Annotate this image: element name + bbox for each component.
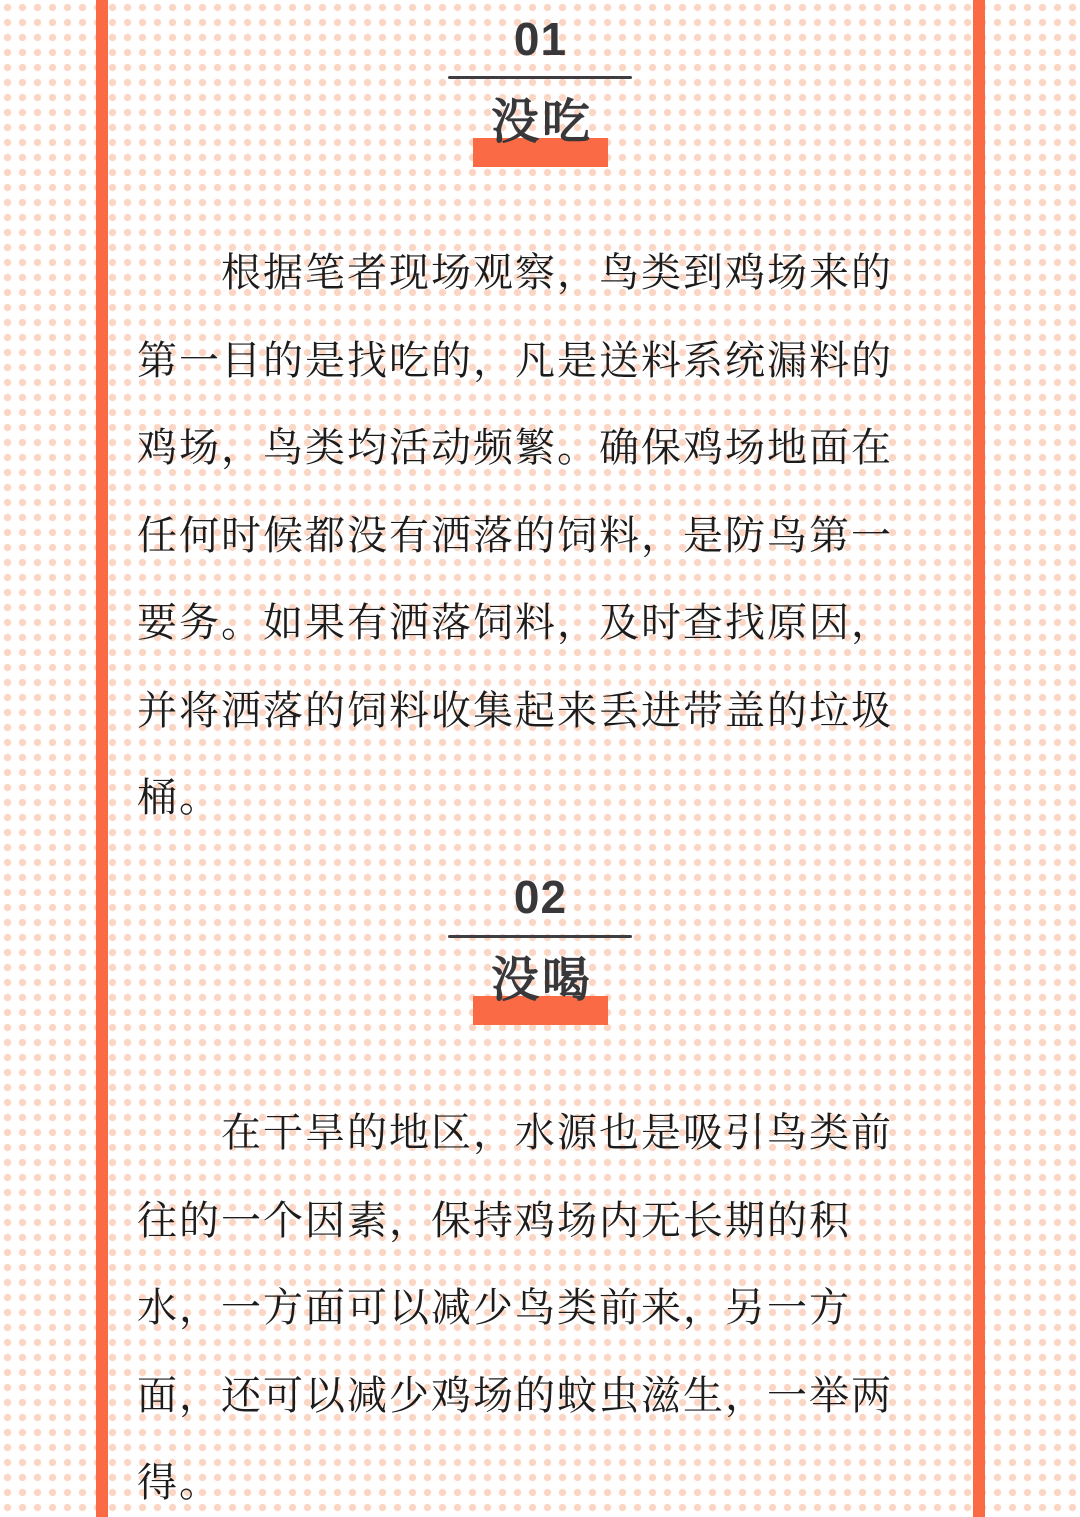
left-border-bar — [96, 0, 108, 1517]
section-title-row — [108, 954, 973, 1025]
section-number: 01 — [513, 13, 568, 65]
section-paragraph: 根据笔者现场观察，鸟类到鸡场来的第一目的是找吃的，凡是送料系统漏料的鸡场，鸟类均活动频繁。确保鸡场地面在任何时候都没有洒落的饲料，是防鸟第一要务。如果有洒落饲料，及时查找原因，并将洒落的饲料收集起来丢进带盖的垃圾桶。 — [137, 251, 893, 820]
section-paragraph: 在干旱的地区，水源也是吸引鸟类前往的一个因素，保持鸡场内无长期的积水，一方面可以减少鸟类前来，另一方面，还可以减少鸡场的蚊虫滋生，一举两得。 — [137, 1111, 893, 1505]
section-number: 02 — [513, 871, 568, 923]
right-border-bar — [973, 0, 985, 1517]
section-title-highlighted: 没喝 — [473, 957, 608, 1025]
section-title-row — [108, 96, 973, 167]
section-divider — [448, 935, 632, 938]
section-divider — [448, 76, 632, 79]
section-title-highlighted: 没吃 — [473, 99, 608, 167]
